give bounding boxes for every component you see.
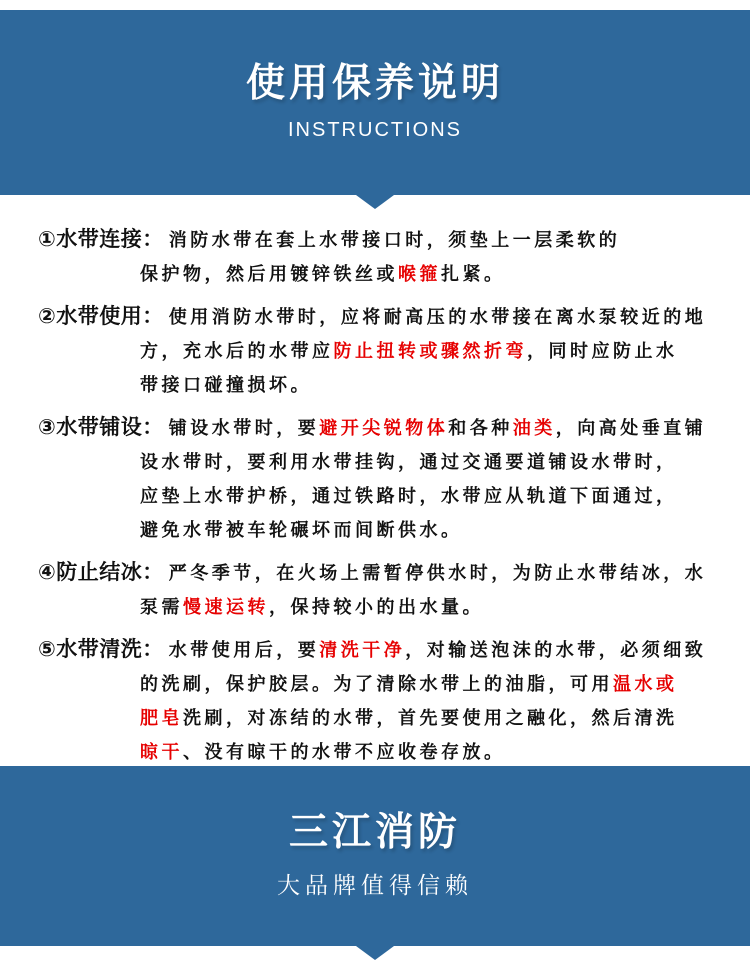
highlight-red-text: 慢速运转 — [183, 597, 269, 617]
instruction-heading: ④防止结冰： — [38, 561, 164, 584]
instruction-line — [38, 445, 720, 479]
body-text: 避免水带被车轮碾坏而间断供水。 — [140, 520, 463, 540]
instruction-heading: ⑤水带清洗： — [38, 638, 164, 661]
instruction-line — [38, 590, 720, 624]
body-text: 和各种 — [448, 418, 513, 438]
body-text: 水带使用后，要 — [168, 640, 320, 660]
body-text: 扎紧。 — [441, 264, 506, 284]
footer-banner — [0, 766, 750, 946]
instruction-line — [38, 368, 720, 402]
body-text: 方，充水后的水带应 — [140, 341, 334, 361]
highlight-red-text: 避开尖锐物体 — [319, 418, 449, 438]
instruction-heading: ②水带使用： — [38, 305, 164, 328]
body-text: 带接口碰撞损坏。 — [140, 375, 312, 395]
instruction-item — [38, 633, 720, 769]
instructions-list — [0, 195, 750, 766]
highlight-red-text: 肥皂 — [140, 708, 183, 728]
arrow-down-icon — [356, 946, 394, 960]
body-text: 设水带时，要利用水带挂钩，通过交通要道铺设水带时， — [140, 452, 678, 472]
instruction-line-first — [38, 300, 720, 334]
instruction-heading: ③水带铺设： — [38, 416, 164, 439]
highlight-red-text: 清洗干净 — [319, 640, 406, 660]
body-text: ，对输送泡沫的水带，必须细致 — [405, 640, 707, 660]
body-text: 消防水带在套上水带接口时，须垫上一层柔软的 — [168, 230, 621, 250]
body-text: ，保持较小的出水量。 — [269, 597, 484, 617]
body-text: 洗刷，对冻结的水带，首先要使用之融化，然后清洗 — [183, 708, 678, 728]
arrow-down-icon — [356, 195, 394, 209]
page-title: 使用保养说明 — [245, 61, 504, 105]
instruction-line — [38, 701, 720, 735]
body-text: 的洗刷，保护胶层。为了清除水带上的油脂，可用 — [140, 674, 613, 694]
instruction-line — [38, 479, 720, 513]
highlight-red-text: 防止扭转或骤然折弯 — [333, 341, 527, 361]
instruction-line — [38, 735, 720, 769]
instruction-line-first — [38, 223, 720, 257]
instruction-item — [38, 300, 720, 402]
body-text: 严冬季节，在火场上需暂停供水时，为防止水带结冰，水 — [168, 563, 707, 583]
instruction-line-first — [38, 556, 720, 590]
highlight-red-text: 温水或 — [613, 674, 678, 694]
body-text: 使用消防水带时，应将耐高压的水带接在离水泵较近的地 — [168, 307, 707, 327]
instruction-line — [38, 667, 720, 701]
highlight-red-text: 晾干 — [140, 742, 183, 762]
header-banner — [0, 10, 750, 195]
body-text: ，向高处垂直铺 — [555, 418, 707, 438]
instruction-line-first — [38, 633, 720, 667]
highlight-red-text: 喉箍 — [398, 264, 441, 284]
body-text: 应垫上水带护桥，通过铁路时，水带应从轨道下面通过， — [140, 486, 678, 506]
body-text: ，同时应防止水 — [527, 341, 678, 361]
instruction-item — [38, 556, 720, 624]
instruction-line — [38, 513, 720, 547]
brand-tagline: 大品牌值得信赖 — [277, 872, 473, 899]
body-text: 铺设水带时，要 — [168, 418, 320, 438]
page-subtitle: INSTRUCTIONS — [288, 119, 462, 142]
instruction-item — [38, 223, 720, 291]
instruction-line — [38, 257, 720, 291]
instruction-heading: ①水带连接： — [38, 228, 164, 251]
instruction-line-first — [38, 411, 720, 445]
highlight-red-text: 油类 — [512, 418, 556, 438]
instruction-item — [38, 411, 720, 547]
body-text: 、没有晾干的水带不应收卷存放。 — [183, 742, 506, 762]
body-text: 保护物，然后用镀锌铁丝或 — [140, 264, 398, 284]
instruction-line — [38, 334, 720, 368]
body-text: 泵需 — [140, 597, 183, 617]
brand-title: 三江消防 — [288, 810, 461, 854]
